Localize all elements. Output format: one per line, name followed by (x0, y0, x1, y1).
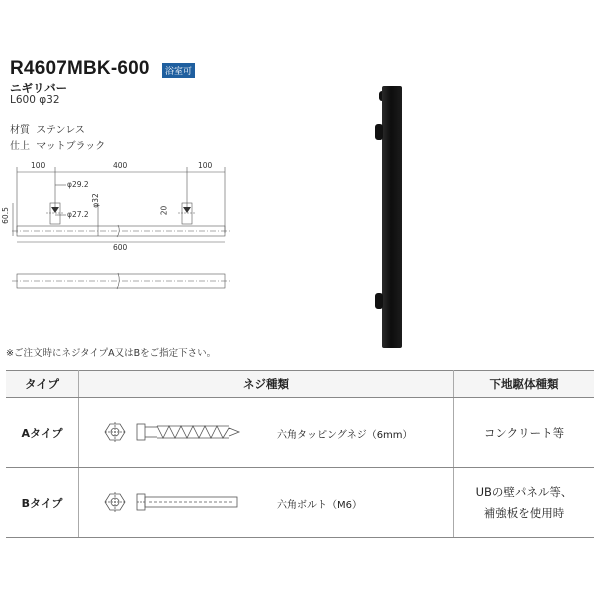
row-b-screw (79, 468, 454, 538)
table-row (6, 468, 594, 538)
spec-finish-label: 仕上 (10, 141, 30, 152)
dim-center: 400 (113, 161, 128, 170)
spec-material-label: 材質 (10, 125, 30, 136)
grab-bar-image (370, 84, 410, 354)
header-base: 下地駆体種類 (454, 371, 595, 398)
spec-material (10, 121, 85, 136)
row-b-base-line1: UBの壁パネル等、 (475, 485, 573, 499)
order-note: ※ご注文時にネジタイプA又はBをご指定下さい。 (6, 348, 217, 359)
row-b-screw-desc: 六角ボルト（M6） (277, 500, 362, 511)
table-header-row (6, 371, 594, 398)
row-b-base (454, 468, 595, 538)
dim-20: 20 (159, 205, 169, 216)
dim-60-5: 60.5 (0, 207, 10, 224)
row-b-base-line2: 補強板を使用時 (483, 506, 565, 520)
header-screw: ネジ種類 (79, 371, 454, 398)
row-a-screw (79, 398, 454, 468)
hex-bolt-icon (97, 478, 257, 526)
dim-phi32: φ32 (90, 193, 100, 208)
dim-phi292: φ29.2 (67, 180, 89, 189)
dim-right: 100 (198, 161, 213, 170)
row-a-type: Aタイプ (6, 398, 79, 468)
tapping-screw-icon (97, 408, 257, 456)
row-a-screw-desc: 六角タッピングネジ（6mm） (277, 430, 413, 441)
product-name: ニギリバー (10, 81, 68, 95)
product-size: L600 φ32 (10, 94, 60, 106)
dim-phi272: φ27.2 (67, 210, 89, 219)
dim-total: 600 (113, 243, 128, 252)
technical-drawing (0, 155, 240, 295)
bathroom-ok-badge: 浴室可 (162, 63, 195, 78)
screw-type-table (6, 370, 594, 538)
row-a-base: コンクリート等 (454, 398, 595, 468)
row-b-type: Bタイプ (6, 468, 79, 538)
header-type: タイプ (6, 371, 79, 398)
table-row (6, 398, 594, 468)
spec-finish-value: マットブラック (36, 141, 106, 152)
spec-material-value: ステンレス (36, 125, 85, 136)
spec-finish (10, 137, 105, 152)
dim-left: 100 (31, 161, 46, 170)
product-model: R4607MBK-600 (10, 58, 150, 79)
